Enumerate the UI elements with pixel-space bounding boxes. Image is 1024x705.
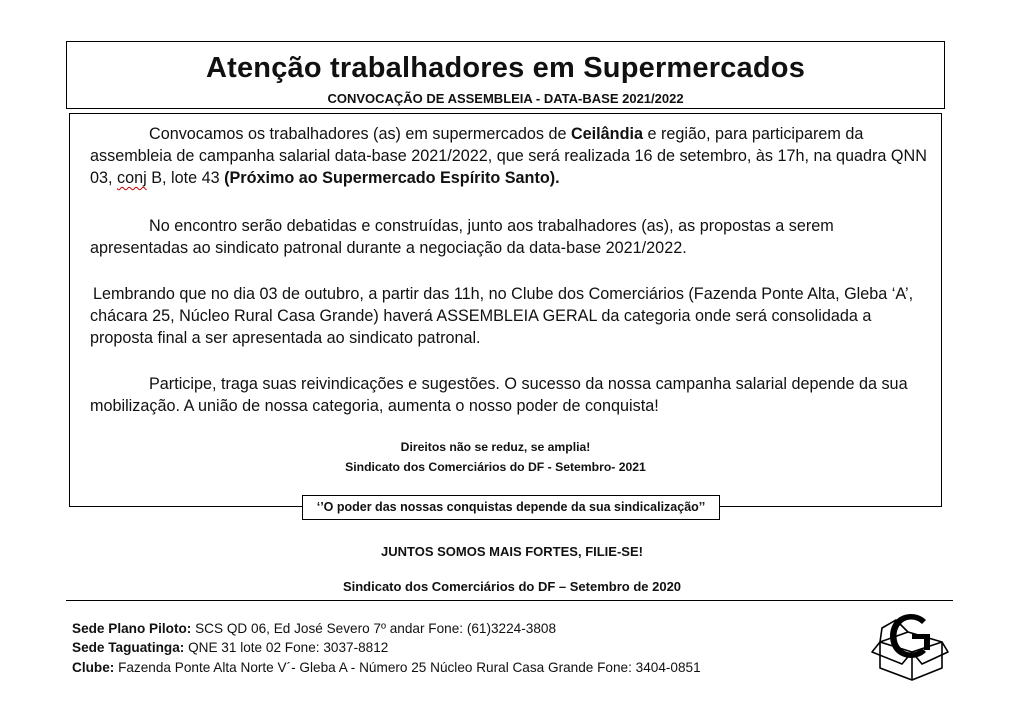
paragraph-debate (90, 215, 930, 259)
footer-label-clube: Clube: (72, 660, 115, 675)
p1-text-e: B, lote 43 (146, 169, 225, 187)
p2-text: No encontro serão debatidas e construídas, junto aos trabalhadores (as), as propostas a serem apresentadas ao sindicato patronal durante a negociação da data-base 2021/2022. (90, 217, 834, 257)
header-box (66, 41, 945, 109)
paragraph-convocation (90, 123, 930, 189)
footer-text-taguatinga: QNE 31 lote 02 Fone: 3037-8812 (184, 640, 389, 655)
signature-motto: Direitos não se reduz, se amplia! (400, 440, 591, 454)
p1-city: Ceilândia (570, 125, 643, 143)
footer-divider (66, 600, 953, 601)
page-title: Atenção trabalhadores em Supermercados (205, 52, 806, 84)
footer-address-clube (72, 659, 701, 677)
union-logo-icon (868, 606, 950, 684)
footer-text-clube: Fazenda Ponte Alta Norte V´- Gleba A - Número 25 Núcleo Rural Casa Grande Fone: 3404-0851 (114, 660, 701, 675)
p3-text: Lembrando que no dia 03 de outubro, a partir das 11h, no Clube dos Comerciários (Fazenda Ponte Alta, Gleba ‘A’, chácara 25, Núcleo Rural Casa Grande) haverá ASSEMBLEIA GERAL da categoria onde será consolidada a proposta final a ser apresentada ao sindicato patronal. (90, 285, 914, 347)
footer-address-plano-piloto (72, 620, 556, 638)
footer-label-plano-piloto: Sede Plano Piloto: (72, 621, 192, 636)
union-signature-2020: Sindicato dos Comerciários do DF – Setembro de 2020 (342, 579, 682, 594)
footer-label-taguatinga: Sede Taguatinga: (72, 640, 185, 655)
p1-landmark: (Próximo ao Supermercado Espírito Santo). (224, 169, 560, 187)
notice-body-box (69, 113, 942, 507)
footer-text-plano-piloto: SCS QD 06, Ed José Severo 7º andar Fone: (61)3224-3808 (191, 621, 556, 636)
page-subtitle: CONVOCAÇÃO DE ASSEMBLEIA - DATA-BASE 2021/2022 (327, 91, 684, 106)
call-to-join: JUNTOS SOMOS MAIS FORTES, FILIE-SE! (381, 544, 643, 559)
p1-text-c: e região, para participarem da assembleia de campanha salarial data-base 2021/2022, que será realizada 16 de setembro, às 17h, na quadra QNN 03, (90, 125, 927, 187)
footer-address-taguatinga (72, 639, 388, 657)
paragraph-reminder (90, 283, 930, 349)
p1-text-a: Convocamos os trabalhadores (as) em supermercados de (149, 125, 571, 143)
p1-conj: conj (117, 169, 147, 187)
paragraph-participate (90, 373, 930, 417)
p4-text: Participe, traga suas reivindicações e sugestões. O sucesso da nossa campanha salarial depende da sua mobilização. A união de nossa categoria, aumenta o nosso poder de conquista! (90, 375, 908, 415)
signature-union-2021: Sindicato dos Comerciários do DF - Setembro- 2021 (345, 460, 646, 474)
slogan-box: ‘’O poder das nossas conquistas depende da sua sindicalização’’ (302, 495, 720, 520)
